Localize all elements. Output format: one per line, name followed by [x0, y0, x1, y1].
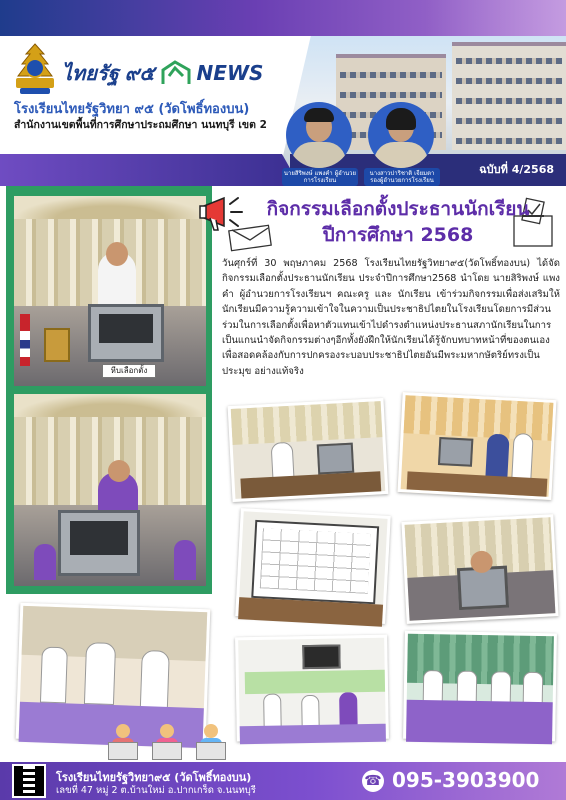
photo-classroom-ballot-1: [228, 398, 389, 502]
photo-classroom-event: [235, 635, 389, 742]
education-office-name: สำนักงานเขตพื้นที่การศึกษาประถมศึกษา นนทบุรี เขต 2: [14, 119, 267, 131]
brand-arrow-icon: [161, 60, 191, 86]
header-purple-band: [0, 154, 300, 186]
mini-ballot-box-2: [152, 742, 182, 760]
brand-thai-text: ไทยรัฐ: [62, 61, 119, 85]
article-body-text: วันศุกร์ที่ 30 พฤษภาคม 2568 โรงเรียนไทยรัฐวิทยา๙๕(วัดโพธิ์ทองบน) ได้จัดกิจกรรมเลือกตั้งประธานนักเรียน ประจำปีการศึกษา2568 นำโดย นายสิริพงษ์ แพงคำ ผู้อำนวยการโรงเรียนฯ คณะครู และ นักเรียน เข้าร่วมกิจกรรมเพื่อส่งเสริมให้นักเรียนมีความรู้ความเข้าใจในความเป็นประชาธิปไตยในโรงเรียนโดยการมีส่วนร่วมในการเลือกตั้งเพื่อหาตัวแทนเข้าไปดำรงตำแหน่งประธานสภานักเรียนในการเป็นแกนนำจัดกิจกรรมต่างๆอีกทั้งยังฝึกให้นักเรียนได้รู้จักบทบาทหน้าที่ของตนเองเพื่อสอดคล้องกับการปกครองระบอบประชาธิปไตยอันมีพระมหากษัตริย์ทรงเป็นประมุข อย่างแท้จริง: [222, 258, 560, 377]
footer-school-name: โรงเรียนไทยรัฐวิทยา๙๕ (วัดโพธิ์ทองบน): [56, 771, 252, 784]
footer-phone-number[interactable]: 095-3903900: [392, 768, 540, 792]
deputy-director-portrait: [368, 102, 434, 168]
photo-election-committee: [403, 631, 557, 742]
qr-code[interactable]: [12, 764, 46, 798]
phone-icon: ☎: [362, 770, 384, 792]
mini-ballot-box-3: [196, 742, 226, 760]
school-emblem-logo: [10, 42, 60, 98]
mini-ballot-box-1: [108, 742, 138, 760]
photo-stage-ballot-box: [401, 514, 558, 624]
brand-number: ๙๕: [124, 61, 155, 85]
director-portrait: [286, 102, 352, 168]
top-color-strip: [0, 0, 566, 36]
school-name: โรงเรียนไทยรัฐวิทยา ๙๕ (วัดโพธิ์ทองบน): [14, 102, 250, 117]
photo-classroom-ballot-2: [397, 392, 556, 500]
ballot-box-label: หีบเลือกตั้ง: [102, 364, 156, 378]
photo-vote-tally-board: [235, 508, 390, 624]
deputy-director-caption: นางสาวปาริชาติ เจียมตา รองผู้อำนวยการโรงเรียน: [364, 168, 440, 186]
issue-number: ฉบับที่ 4/2568: [479, 163, 554, 176]
newsletter-brand: [62, 56, 282, 90]
footer-address: เลขที่ 47 หมู่ 2 ต.บ้านใหม่ อ.ปากเกร็ด จ.นนทบุรี: [56, 785, 256, 796]
article-headline: กิจกรรมเลือกตั้งประธานนักเรียน: [266, 198, 530, 220]
photo-student-voting: [14, 394, 206, 586]
brand-news-text: NEWS: [196, 61, 264, 85]
article-headline-year: ปีการศึกษา 2568: [322, 224, 474, 246]
director-caption: นายสิริพงษ์ แพงคำ ผู้อำนวยการโรงเรียน: [283, 170, 357, 185]
photo-director-voting: [14, 196, 206, 386]
